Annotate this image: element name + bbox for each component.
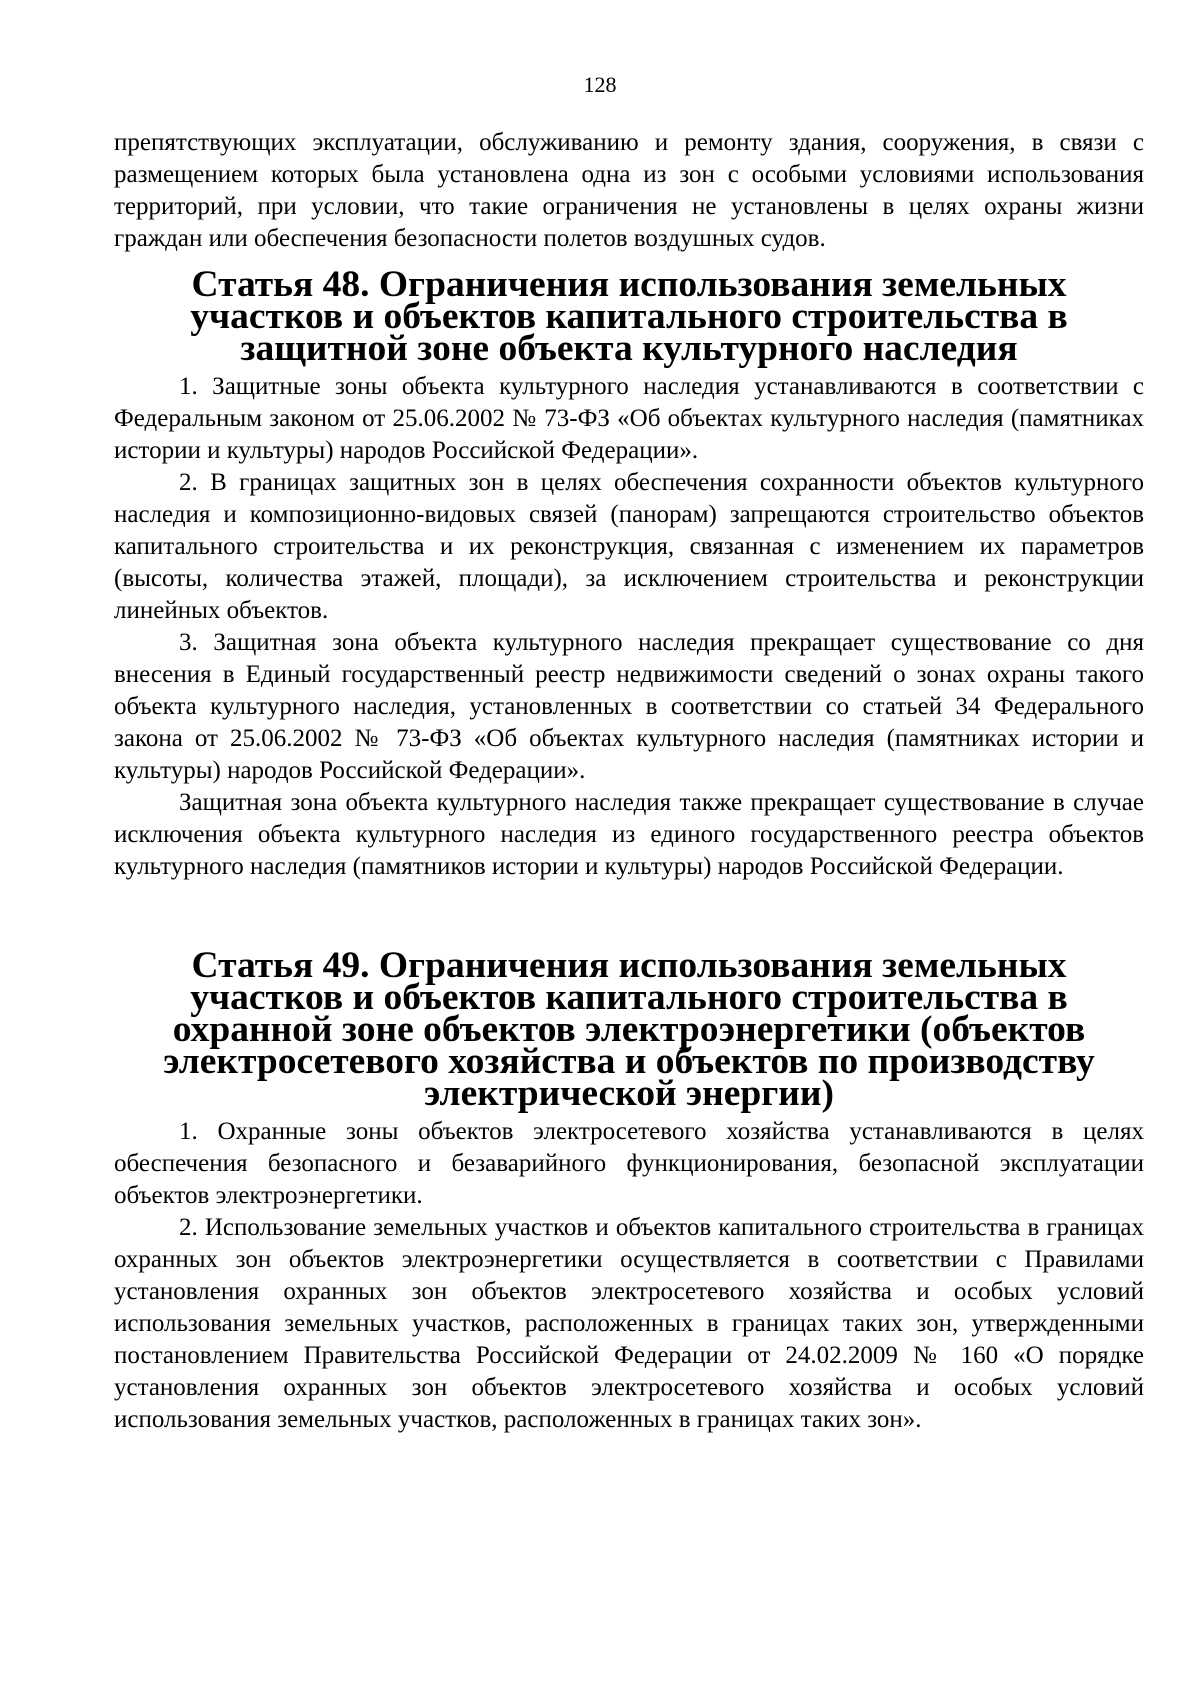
page-number: 128	[583, 72, 617, 97]
article-48-paragraph-3: 3. Защитная зона объекта культурного наследия прекращает существование со дня внесения в Единый государственный реестр недвижимости сведений о зонах охраны такого объекта культурного наследия, установленных в соответствии со статьей 34 Федерального закона от 25.06.2002 № 73-ФЗ «Об объектах культурного наследия (памятниках истории и культуры) народов Российской Федерации».	[114, 629, 1144, 784]
page-content	[114, 127, 1144, 1436]
article-48-paragraph-4: Защитная зона объекта культурного наследия также прекращает существование в случае исключения объекта культурного наследия из единого государственного реестра объектов культурного наследия (памятников истории и культуры) народов Российской Федерации.	[114, 789, 1144, 880]
article-49	[114, 945, 1144, 1436]
article-48-paragraph-1: 1. Защитные зоны объекта культурного наследия устанавливаются в соответствии с Федеральным законом от 25.06.2002 № 73-ФЗ «Об объектах культурного наследия (памятниках истории и культуры) народов Российской Федерации».	[114, 373, 1144, 464]
article-48-paragraph-2: 2. В границах защитных зон в целях обеспечения сохранности объектов культурного наследия и композиционно-видовых связей (панорам) запрещаются строительство объектов капитального строительства и их реконструкция, связанная с изменением их параметров (высоты, количества этажей, площади), за исключением строительства и реконструкции линейных объектов.	[114, 469, 1144, 624]
article-49-paragraph-2: 2. Использование земельных участков и объектов капитального строительства в границах охранных зон объектов электроэнергетики осуществляется в соответствии с Правилами установления охранных зон объектов электросетевого хозяйства и особых условий использования земельных участков, расположенных в границах таких зон, утвержденными постановлением Правительства Российской Федерации от 24.02.2009 № 160 «О порядке установления охранных зон объектов электросетевого хозяйства и особых условий использования земельных участков, расположенных в границах таких зон».	[114, 1214, 1144, 1433]
article-48-title: Статья 48. Ограничения использования земельных участков и объектов капитального строительства в защитной зоне объекта культурного наследия	[190, 264, 1068, 369]
intro-paragraph: препятствующих эксплуатации, обслуживанию и ремонту здания, сооружения, в связи с размещением которых была установлена одна из зон с особыми условиями использования территорий, при условии, что такие ограничения не установлены в целях охраны жизни граждан или обеспечения безопасности полетов воздушных судов.	[114, 129, 1144, 252]
article-49-paragraph-1: 1. Охранные зоны объектов электросетевого хозяйства устанавливаются в целях обеспечения безопасного и безаварийного функционирования, безопасной эксплуатации объектов электроэнергетики.	[114, 1118, 1144, 1209]
article-48	[114, 264, 1144, 883]
article-49-title: Статья 49. Ограничения использования земельных участков и объектов капитального строительства в охранной зоне объектов электроэнергетики (объектов электросетевого хозяйства и объектов по производству электрической энергии)	[163, 945, 1095, 1114]
